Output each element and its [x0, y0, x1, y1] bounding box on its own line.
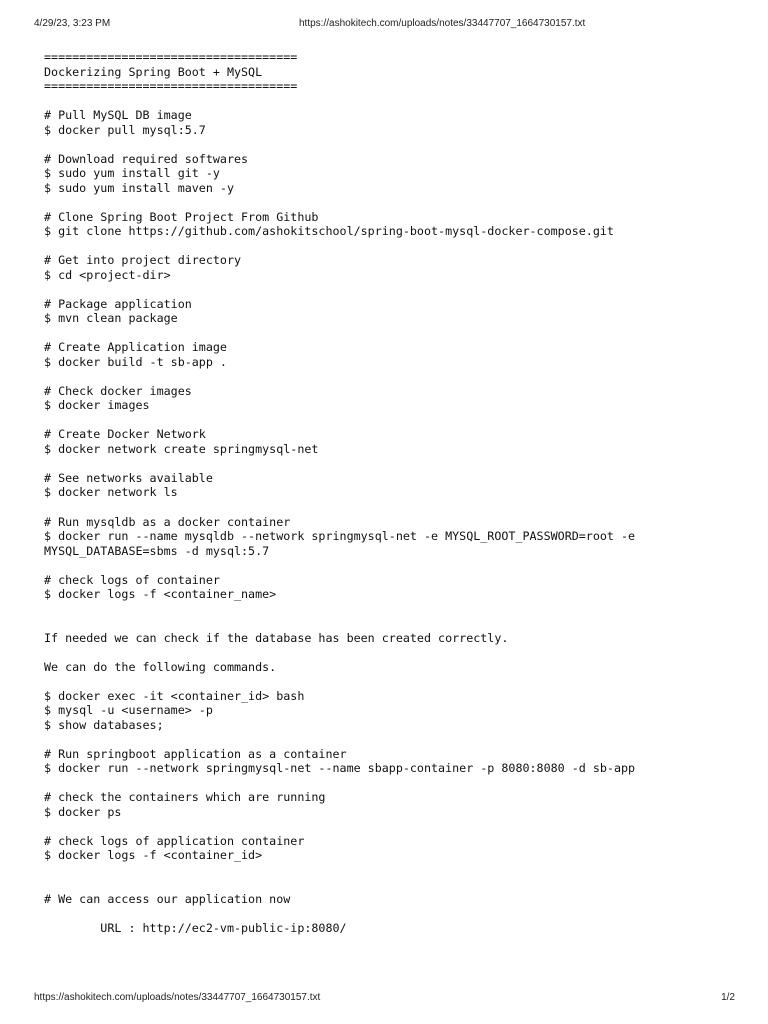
text-line: We can do the following commands.	[44, 659, 277, 674]
text-line: $ docker run --name mysqldb --network springmysql-net -e MYSQL_ROOT_PASSWORD=root -e	[44, 529, 636, 544]
blank-line	[44, 239, 744, 254]
text-line: # Create Application image	[44, 340, 227, 355]
blank-line	[44, 819, 744, 834]
text-line: # Create Docker Network	[44, 427, 206, 442]
text-line: # We can access our application now	[44, 891, 291, 906]
text-line: ====================================	[44, 79, 298, 94]
text-line: $ docker network ls	[44, 485, 178, 500]
text-line: $ docker exec -it <container_id> bash	[44, 688, 305, 703]
text-line: If needed we can check if the database has been created correctly.	[44, 630, 509, 645]
text-line: $ docker network create springmysql-net	[44, 441, 319, 456]
text-line: MYSQL_DATABASE=sbms -d mysql:5.7	[44, 543, 270, 558]
text-line: URL : http://ec2-vm-public-ip:8080/	[44, 920, 347, 935]
text-line: $ docker build -t sb-app .	[44, 354, 227, 369]
text-line: $ docker logs -f <container_name>	[44, 587, 277, 602]
text-line: # check logs of container	[44, 572, 220, 587]
blank-line	[44, 137, 744, 152]
text-line: # Download required softwares	[44, 151, 249, 166]
text-line: # Check docker images	[44, 383, 192, 398]
text-line: # Run springboot application as a container	[44, 746, 347, 761]
print-header-url: https://ashokitech.com/uploads/notes/33447707_1664730157.txt	[299, 18, 586, 29]
text-line: # Package application	[44, 296, 192, 311]
blank-line	[44, 195, 744, 210]
text-line: $ docker images	[44, 398, 150, 413]
blank-line	[44, 413, 744, 428]
text-line: # Get into project directory	[44, 253, 242, 268]
text-line: $ docker pull mysql:5.7	[44, 122, 206, 137]
text-line: $ sudo yum install git -y	[44, 166, 220, 181]
text-line: # check the containers which are running	[44, 790, 326, 805]
text-line: $ docker run --network springmysql-net --name sbapp-container -p 8080:8080 -d sb-app	[44, 761, 636, 776]
blank-line	[44, 645, 744, 660]
blank-line	[44, 326, 744, 341]
print-footer-url: https://ashokitech.com/uploads/notes/33447707_1664730157.txt	[34, 992, 321, 1003]
blank-line	[44, 369, 744, 384]
blank-line	[44, 732, 744, 747]
document-body	[44, 50, 744, 935]
blank-line	[44, 282, 744, 297]
blank-line	[44, 877, 744, 892]
blank-line	[44, 776, 744, 791]
blank-line	[44, 500, 744, 515]
text-line: $ cd <project-dir>	[44, 267, 171, 282]
text-line: # check logs of application container	[44, 833, 305, 848]
text-line: ====================================	[44, 50, 298, 64]
blank-line	[44, 674, 744, 689]
text-line: $ docker ps	[44, 804, 122, 819]
text-line: $ sudo yum install maven -y	[44, 180, 234, 195]
text-line: # See networks available	[44, 470, 213, 485]
text-line: $ git clone https://github.com/ashokitschool/spring-boot-mysql-docker-compose.git	[44, 224, 614, 239]
blank-line	[44, 602, 744, 617]
blank-line	[44, 94, 744, 109]
text-line: $ mysql -u <username> -p	[44, 703, 213, 718]
print-footer-page-number: 1/2	[721, 992, 735, 1003]
text-line: # Clone Spring Boot Project From Github	[44, 209, 319, 224]
text-line: $ mvn clean package	[44, 311, 178, 326]
blank-line	[44, 863, 744, 878]
blank-line	[44, 906, 744, 921]
print-header-datetime: 4/29/23, 3:23 PM	[34, 18, 111, 29]
blank-line	[44, 558, 744, 573]
text-line: Dockerizing Spring Boot + MySQL	[44, 64, 263, 79]
blank-line	[44, 616, 744, 631]
blank-line	[44, 456, 744, 471]
text-line: # Run mysqldb as a docker container	[44, 514, 291, 529]
text-line: # Pull MySQL DB image	[44, 108, 192, 123]
text-line: $ docker logs -f <container_id>	[44, 848, 263, 863]
text-line: $ show databases;	[44, 717, 164, 732]
